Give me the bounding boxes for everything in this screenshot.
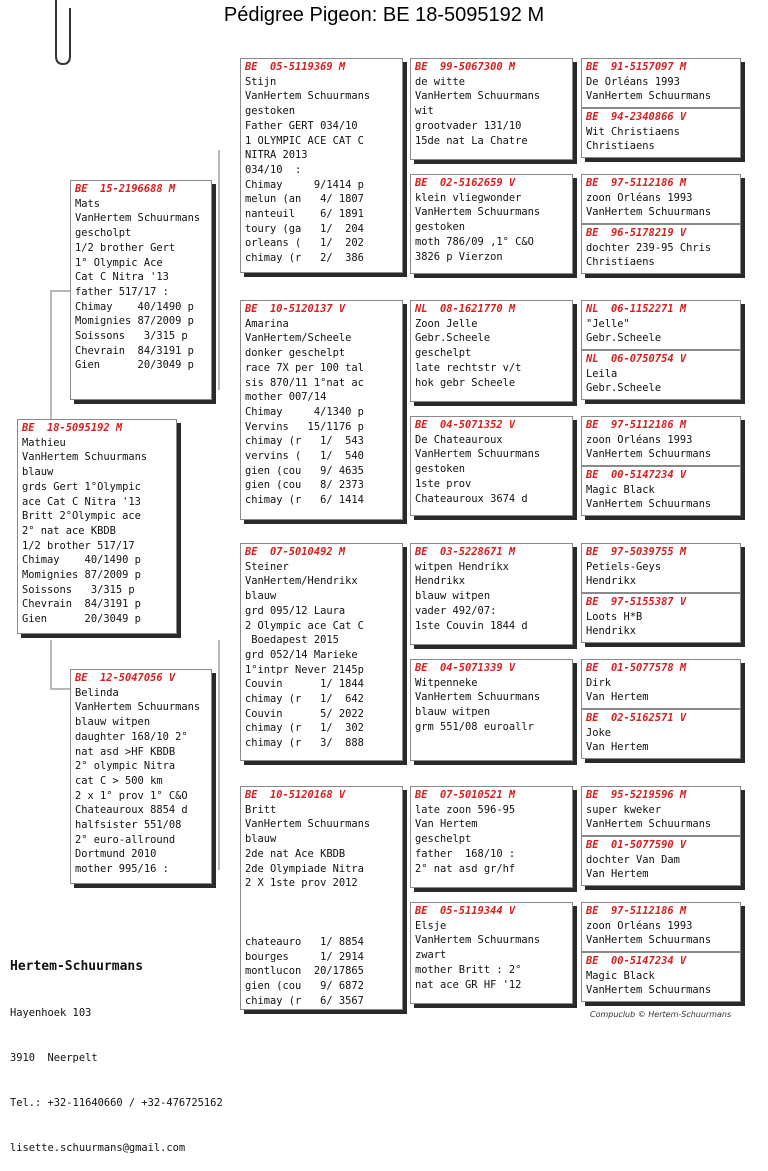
pigeon-info-line: blauw witpen <box>75 716 151 729</box>
ring-number: BE 15-2196688 M <box>75 183 176 195</box>
pigeon-info-line: Soissons 3/315 p <box>22 583 135 596</box>
pigeon-info-line: vervins ( 1/ 540 <box>245 450 364 463</box>
pigeon-info-line: Momignies 87/2009 p <box>22 569 141 582</box>
pigeon-info-line <box>245 920 402 935</box>
ring-number: BE 02-5162571 V <box>586 712 687 724</box>
pigeon-info-line: chimay (r 1/ 302 <box>245 722 364 735</box>
pigeon-card-mfm[interactable] <box>410 659 573 761</box>
pigeon-info-line: Chateauroux 3674 d <box>415 492 528 505</box>
pigeon-name: Petiels-Geys <box>586 560 662 573</box>
pigeon-info-line <box>245 906 402 921</box>
pigeon-info-line: VanHertem Schuurmans <box>586 90 712 103</box>
city-line: 3910 Neerpelt <box>10 1052 98 1064</box>
pigeon-name: Joke <box>586 726 612 739</box>
pigeon-info-line: gestoken <box>415 221 466 234</box>
ring-number: BE 10-5120137 V <box>245 303 346 315</box>
pigeon-name: Leila <box>586 367 618 380</box>
pigeon-name: dochter 239-95 Chris <box>586 241 712 254</box>
pigeon-info-line: gestoken <box>245 105 296 118</box>
pigeon-info-line: 2 x 1° prov 1° C&O <box>75 789 188 802</box>
pigeon-info-line: VanHertem/Scheele <box>245 332 352 345</box>
pigeon-name: Steiner <box>245 560 289 573</box>
ring-number: BE 04-5071352 V <box>415 419 516 431</box>
pigeon-info-line: Hendrikx <box>415 575 466 588</box>
pigeon-name: Mats <box>75 197 101 210</box>
pigeon-info-line: daughter 168/10 2° <box>75 730 188 743</box>
ring-number: BE 95-5219596 M <box>586 789 687 801</box>
pigeon-info-line: Christiaens <box>586 256 655 269</box>
pigeon-name: Dirk <box>586 676 612 689</box>
pigeon-info-line: blauw <box>245 833 277 846</box>
pigeon-card-g11[interactable] <box>581 659 741 709</box>
pigeon-info-line: Van Hertem <box>586 868 649 881</box>
pigeon-info-line: moth 786/09 ,1° C&O <box>415 235 534 248</box>
pigeon-info-line: nat ace GR HF '12 <box>415 978 522 991</box>
pigeon-info-line: hok gebr Scheele <box>415 376 516 389</box>
pigeon-name: Witpenneke <box>415 676 478 689</box>
pigeon-name: Wit Christiaens <box>586 125 680 138</box>
pigeon-info-line: chimay (r 6/ 3567 <box>245 994 364 1007</box>
pigeon-name: late zoon 596-95 <box>415 803 516 816</box>
pigeon-card-g8[interactable] <box>581 466 741 516</box>
pigeon-info-line: 2de nat Ace KBDB <box>245 847 346 860</box>
pigeon-card-mmf[interactable] <box>410 786 573 888</box>
pigeon-info-line: VanHertem Schuurmans <box>415 934 541 947</box>
pigeon-info-line: gescholpt <box>75 227 132 240</box>
pigeon-name: De Orléans 1993 <box>586 75 680 88</box>
pigeon-info-line: blauw <box>245 590 277 603</box>
pigeon-info-line: mother 007/14 <box>245 391 327 404</box>
pigeon-info-line: 1° Olympic Ace <box>75 256 163 269</box>
ring-number: BE 05-5119369 M <box>245 61 346 73</box>
pigeon-card-g2[interactable] <box>581 108 741 158</box>
pigeon-card-g14[interactable] <box>581 836 741 886</box>
pigeon-info-line: Chimay 40/1490 p <box>22 554 141 567</box>
ring-number: BE 01-5077590 V <box>586 839 687 851</box>
ring-number: BE 00-5147234 V <box>586 955 687 967</box>
pigeon-info-line: chimay (r 3/ 888 <box>245 737 364 750</box>
pigeon-info-line: halfsister 551/08 <box>75 819 182 832</box>
pigeon-info-line: Vervins 15/1176 p <box>245 420 364 433</box>
pigeon-card-ffm[interactable] <box>410 174 573 274</box>
pigeon-info-line: 2° nat ace KBDB <box>22 524 116 537</box>
pigeon-card-g7[interactable] <box>581 416 741 466</box>
pigeon-info-line: Gebr.Scheele <box>415 332 491 345</box>
pigeon-info-line: 2 X 1ste prov 2012 <box>245 877 358 890</box>
pigeon-card-g13[interactable] <box>581 786 741 836</box>
breeder-name: Hertem-Schuurmans <box>10 959 144 974</box>
pigeon-info-line: 2° nat asd gr/hf <box>415 862 516 875</box>
pigeon-card-fm[interactable] <box>240 300 403 520</box>
pigeon-info-line: VanHertem Schuurmans <box>586 934 712 947</box>
pigeon-info-line: grootvader 131/10 <box>415 119 522 132</box>
pigeon-info-line: Chimay 4/1340 p <box>245 405 364 418</box>
pigeon-info-line: NITRA 2013 <box>245 149 308 162</box>
pigeon-info-line: 2 Olympic ace Cat C <box>245 619 364 632</box>
email-link[interactable]: lisette.schuurmans@gmail.com <box>10 1142 186 1154</box>
pigeon-info-line: VanHertem Schuurmans <box>586 498 712 511</box>
pigeon-info-line: grd 095/12 Laura <box>245 604 346 617</box>
pigeon-info-line: 1/2 brother Gert <box>75 241 176 254</box>
pigeon-info-line <box>245 891 402 906</box>
pigeon-info-line: nat asd >HF KBDB <box>75 745 176 758</box>
ring-number: BE 97-5112186 M <box>586 419 687 431</box>
pigeon-name: klein vliegwonder <box>415 191 522 204</box>
pigeon-info-line: Chateauroux 8854 d <box>75 804 188 817</box>
ring-number: BE 01-5077578 M <box>586 662 687 674</box>
pigeon-info-line: melun (an 4/ 1807 <box>245 193 364 206</box>
ring-number: BE 99-5067300 M <box>415 61 516 73</box>
pigeon-info-line: Britt 2°Olympic ace <box>22 510 141 523</box>
pigeon-info-line: montlucon 20/17865 <box>245 965 364 978</box>
phone-line: Tel.: +32-11640660 / +32-476725162 <box>10 1097 223 1109</box>
pigeon-name: Amarina <box>245 317 289 330</box>
pigeon-info-line: VanHertem Schuurmans <box>245 818 371 831</box>
ring-number: BE 10-5120168 V <box>245 789 346 801</box>
pigeon-info-line: 1ste Couvin 1844 d <box>415 619 528 632</box>
pigeon-name: zoon Orléans 1993 <box>586 919 693 932</box>
pigeon-info-line: grm 551/08 euroallr <box>415 720 534 733</box>
pigeon-info-line: Momignies 87/2009 p <box>75 315 194 328</box>
pigeon-name: Britt <box>245 803 277 816</box>
pigeon-card-g1[interactable] <box>581 58 741 108</box>
pigeon-info-line: 1°intpr Never 2145p <box>245 663 364 676</box>
pigeon-info-line: mother Britt : 2° <box>415 963 522 976</box>
pigeon-info-line: 1 OLYMPIC ACE CAT C <box>245 134 364 147</box>
pigeon-info-line: zwart <box>415 949 447 962</box>
ring-number: BE 97-5112186 M <box>586 905 687 917</box>
pigeon-info-line: Couvin 1/ 1844 <box>245 678 364 691</box>
pigeon-info-line: 2° euro-allround <box>75 833 176 846</box>
pigeon-info-line: mother 995/16 : <box>75 863 169 876</box>
pigeon-info-line: VanHertem Schuurmans <box>586 206 712 219</box>
pigeon-card-mff[interactable] <box>410 543 573 645</box>
ring-number: BE 12-5047056 V <box>75 672 176 684</box>
pigeon-info-line: race 7X per 100 tal <box>245 361 364 374</box>
pigeon-card-mm[interactable] <box>240 786 403 1010</box>
pigeon-info-line: VanHertem Schuurmans <box>586 448 712 461</box>
pigeon-info-line: gien (cou 9/ 4635 <box>245 464 364 477</box>
contact-block <box>10 928 223 1171</box>
pigeon-name: zoon Orléans 1993 <box>586 191 693 204</box>
pigeon-info-line: Van Hertem <box>586 741 649 754</box>
pigeon-info-line: VanHertem/Hendrikx <box>245 575 358 588</box>
pigeon-info-line: Gien 20/3049 p <box>22 613 141 626</box>
ring-number: BE 07-5010521 M <box>415 789 516 801</box>
pigeon-card-mother[interactable] <box>70 669 212 884</box>
pigeon-info-line: VanHertem Schuurmans <box>415 448 541 461</box>
connector-line <box>218 640 220 870</box>
pigeon-card-subject[interactable] <box>17 419 177 634</box>
ring-number: BE 18-5095192 M <box>22 422 123 434</box>
pigeon-info-line: late rechtstr v/t <box>415 361 522 374</box>
pigeon-info-line: Boedapest 2015 <box>245 634 339 647</box>
pigeon-info-line: VanHertem Schuurmans <box>586 984 712 997</box>
connector-line <box>50 640 52 690</box>
pigeon-name: Stijn <box>245 75 277 88</box>
pigeon-info-line: Cat C Nitra '13 <box>75 271 169 284</box>
pigeon-info-line: Father GERT 034/10 <box>245 119 358 132</box>
pigeon-info-line: Gebr.Scheele <box>586 332 662 345</box>
pigeon-card-g5[interactable] <box>581 300 741 350</box>
pigeon-info-line: grds Gert 1°Olympic <box>22 480 141 493</box>
pigeon-info-line: VanHertem Schuurmans <box>415 691 541 704</box>
pigeon-info-line: 3826 p Vierzon <box>415 250 503 263</box>
pigeon-card-fmm[interactable] <box>410 416 573 516</box>
pigeon-info-line: Soissons 3/315 p <box>75 330 188 343</box>
pigeon-info-line: bourges 1/ 2914 <box>245 950 364 963</box>
pigeon-info-line: 15de nat La Chatre <box>415 134 528 147</box>
pigeon-name: Magic Black <box>586 969 655 982</box>
pigeon-card-mmm[interactable] <box>410 902 573 1004</box>
pigeon-name: Belinda <box>75 686 119 699</box>
pigeon-info-line: Gien 20/3049 p <box>75 359 194 372</box>
pigeon-name: de witte <box>415 75 466 88</box>
pigeon-info-line: 1/2 brother 517/17 <box>22 539 135 552</box>
pigeon-info-line: VanHertem Schuurmans <box>75 212 201 225</box>
pigeon-info-line: wit <box>415 105 434 118</box>
pigeon-info-line: chimay (r 1/ 543 <box>245 435 364 448</box>
pigeon-card-g3[interactable] <box>581 174 741 224</box>
address-line: Hayenhoek 103 <box>10 1007 92 1019</box>
pigeon-info-line: 1ste prov <box>415 477 472 490</box>
ring-number: BE 05-5119344 V <box>415 905 516 917</box>
pigeon-info-line: blauw <box>22 466 54 479</box>
ring-number: BE 97-5039755 M <box>586 546 687 558</box>
connector-line <box>50 290 72 292</box>
pigeon-info-line: father 517/17 : <box>75 285 169 298</box>
pigeon-info-line: vader 492/07: <box>415 604 497 617</box>
pigeon-name: Magic Black <box>586 483 655 496</box>
pigeon-name: Elsje <box>415 919 447 932</box>
pigeon-name: super kweker <box>586 803 662 816</box>
pigeon-info-line: Christiaens <box>586 140 655 153</box>
pigeon-info-line: chimay (r 6/ 1414 <box>245 494 364 507</box>
pigeon-info-line: 2° olympic Nitra <box>75 760 176 773</box>
pigeon-info-line: Chimay 9/1414 p <box>245 178 364 191</box>
pigeon-info-line: chateauro 1/ 8854 <box>245 936 364 949</box>
page-title: Pédigree Pigeon: BE 18-5095192 M <box>223 4 545 26</box>
ring-number: BE 97-5155387 V <box>586 596 687 608</box>
pigeon-info-line: father 168/10 : <box>415 847 516 860</box>
pigeon-info-line: Couvin 5/ 2022 <box>245 707 364 720</box>
pigeon-info-line: VanHertem Schuurmans <box>22 451 148 464</box>
pigeon-info-line: Chevrain 84/3191 p <box>75 344 194 357</box>
pigeon-info-line: VanHertem Schuurmans <box>245 90 371 103</box>
pigeon-info-line: Van Hertem <box>415 818 478 831</box>
pigeon-card-g6[interactable] <box>581 350 741 400</box>
connector-line <box>218 150 220 390</box>
pigeon-card-fff[interactable] <box>410 58 573 160</box>
ring-number: BE 00-5147234 V <box>586 469 687 481</box>
pigeon-info-line: chimay (r 1/ 642 <box>245 693 364 706</box>
pigeon-info-line: geschelpt <box>415 347 472 360</box>
footer-credit: Compuclub © Hertem-Schuurmans <box>590 1010 732 1019</box>
pigeon-info-line: VanHertem Schuurmans <box>415 206 541 219</box>
pigeon-info-line: Van Hertem <box>586 691 649 704</box>
pigeon-info-line: 034/10 : <box>245 163 302 176</box>
pigeon-info-line: Chevrain 84/3191 p <box>22 598 141 611</box>
pigeon-card-g16[interactable] <box>581 952 741 1002</box>
pigeon-name: Mathieu <box>22 436 66 449</box>
pigeon-info-line: Hendrikx <box>586 575 637 588</box>
pigeon-name: dochter Van Dam <box>586 853 680 866</box>
paperclip-icon <box>52 0 74 66</box>
pigeon-info-line: 2de Olympiade Nitra <box>245 862 364 875</box>
ring-number: BE 04-5071339 V <box>415 662 516 674</box>
pigeon-card-father[interactable] <box>70 180 212 400</box>
pigeon-info-line: VanHertem Schuurmans <box>586 818 712 831</box>
ring-number: BE 91-5157097 M <box>586 61 687 73</box>
ring-number: BE 96-5178219 V <box>586 227 687 239</box>
pigeon-info-line: VanHertem Schuurmans <box>75 701 201 714</box>
pigeon-info-line: orleans ( 1/ 202 <box>245 237 364 250</box>
pigeon-info-line: Hendrikx <box>586 625 637 638</box>
pigeon-info-line: geschelpt <box>415 833 472 846</box>
pigeon-info-line: blauw witpen <box>415 590 491 603</box>
ring-number: BE 94-2340866 V <box>586 111 687 123</box>
pigeon-card-ff[interactable] <box>240 58 403 273</box>
pigeon-card-g10[interactable] <box>581 593 741 643</box>
pigeon-info-line: nanteuil 6/ 1891 <box>245 208 364 221</box>
pigeon-card-mf[interactable] <box>240 543 403 761</box>
pigeon-info-line: VanHertem Schuurmans <box>415 90 541 103</box>
pigeon-card-fmf[interactable] <box>410 300 573 402</box>
pigeon-name: Zoon Jelle <box>415 317 478 330</box>
pigeon-info-line: sis 870/11 1°nat ac <box>245 376 364 389</box>
ring-number: BE 02-5162659 V <box>415 177 516 189</box>
pigeon-name: Loots H*B <box>586 610 643 623</box>
ring-number: BE 03-5228671 M <box>415 546 516 558</box>
pigeon-info-line: ace Cat C Nitra '13 <box>22 495 141 508</box>
pigeon-info-line: Dortmund 2010 <box>75 848 157 861</box>
ring-number: BE 07-5010492 M <box>245 546 346 558</box>
pigeon-card-g9[interactable] <box>581 543 741 593</box>
pigeon-info-line: donker geschelpt <box>245 347 346 360</box>
pigeon-card-g12[interactable] <box>581 709 741 759</box>
pigeon-info-line: toury (ga 1/ 204 <box>245 222 364 235</box>
ring-number: NL 06-1152271 M <box>586 303 687 315</box>
pigeon-info-line: gestoken <box>415 463 466 476</box>
connector-line <box>50 290 52 420</box>
ring-number: NL 06-0750754 V <box>586 353 687 365</box>
pigeon-info-line: chimay (r 2/ 386 <box>245 252 364 265</box>
ring-number: NL 08-1621770 M <box>415 303 516 315</box>
connector-line <box>50 688 72 690</box>
pigeon-name: witpen Hendrikx <box>415 560 509 573</box>
pigeon-name: De Chateauroux <box>415 433 503 446</box>
ring-number: BE 97-5112186 M <box>586 177 687 189</box>
pigeon-info-line: Gebr.Scheele <box>586 382 662 395</box>
pigeon-name: zoon Orléans 1993 <box>586 433 693 446</box>
pigeon-info-line: cat C > 500 km <box>75 774 163 787</box>
pigeon-name: "Jelle" <box>586 317 630 330</box>
pigeon-card-g4[interactable] <box>581 224 741 274</box>
pigeon-info-line: blauw witpen <box>415 706 491 719</box>
pigeon-card-g15[interactable] <box>581 902 741 952</box>
pigeon-info-line: gien (cou 9/ 6872 <box>245 980 364 993</box>
pigeon-info-line: grd 052/14 Marieke <box>245 648 358 661</box>
pigeon-info-line: gien (cou 8/ 2373 <box>245 479 364 492</box>
pigeon-info-line: Chimay 40/1490 p <box>75 300 194 313</box>
